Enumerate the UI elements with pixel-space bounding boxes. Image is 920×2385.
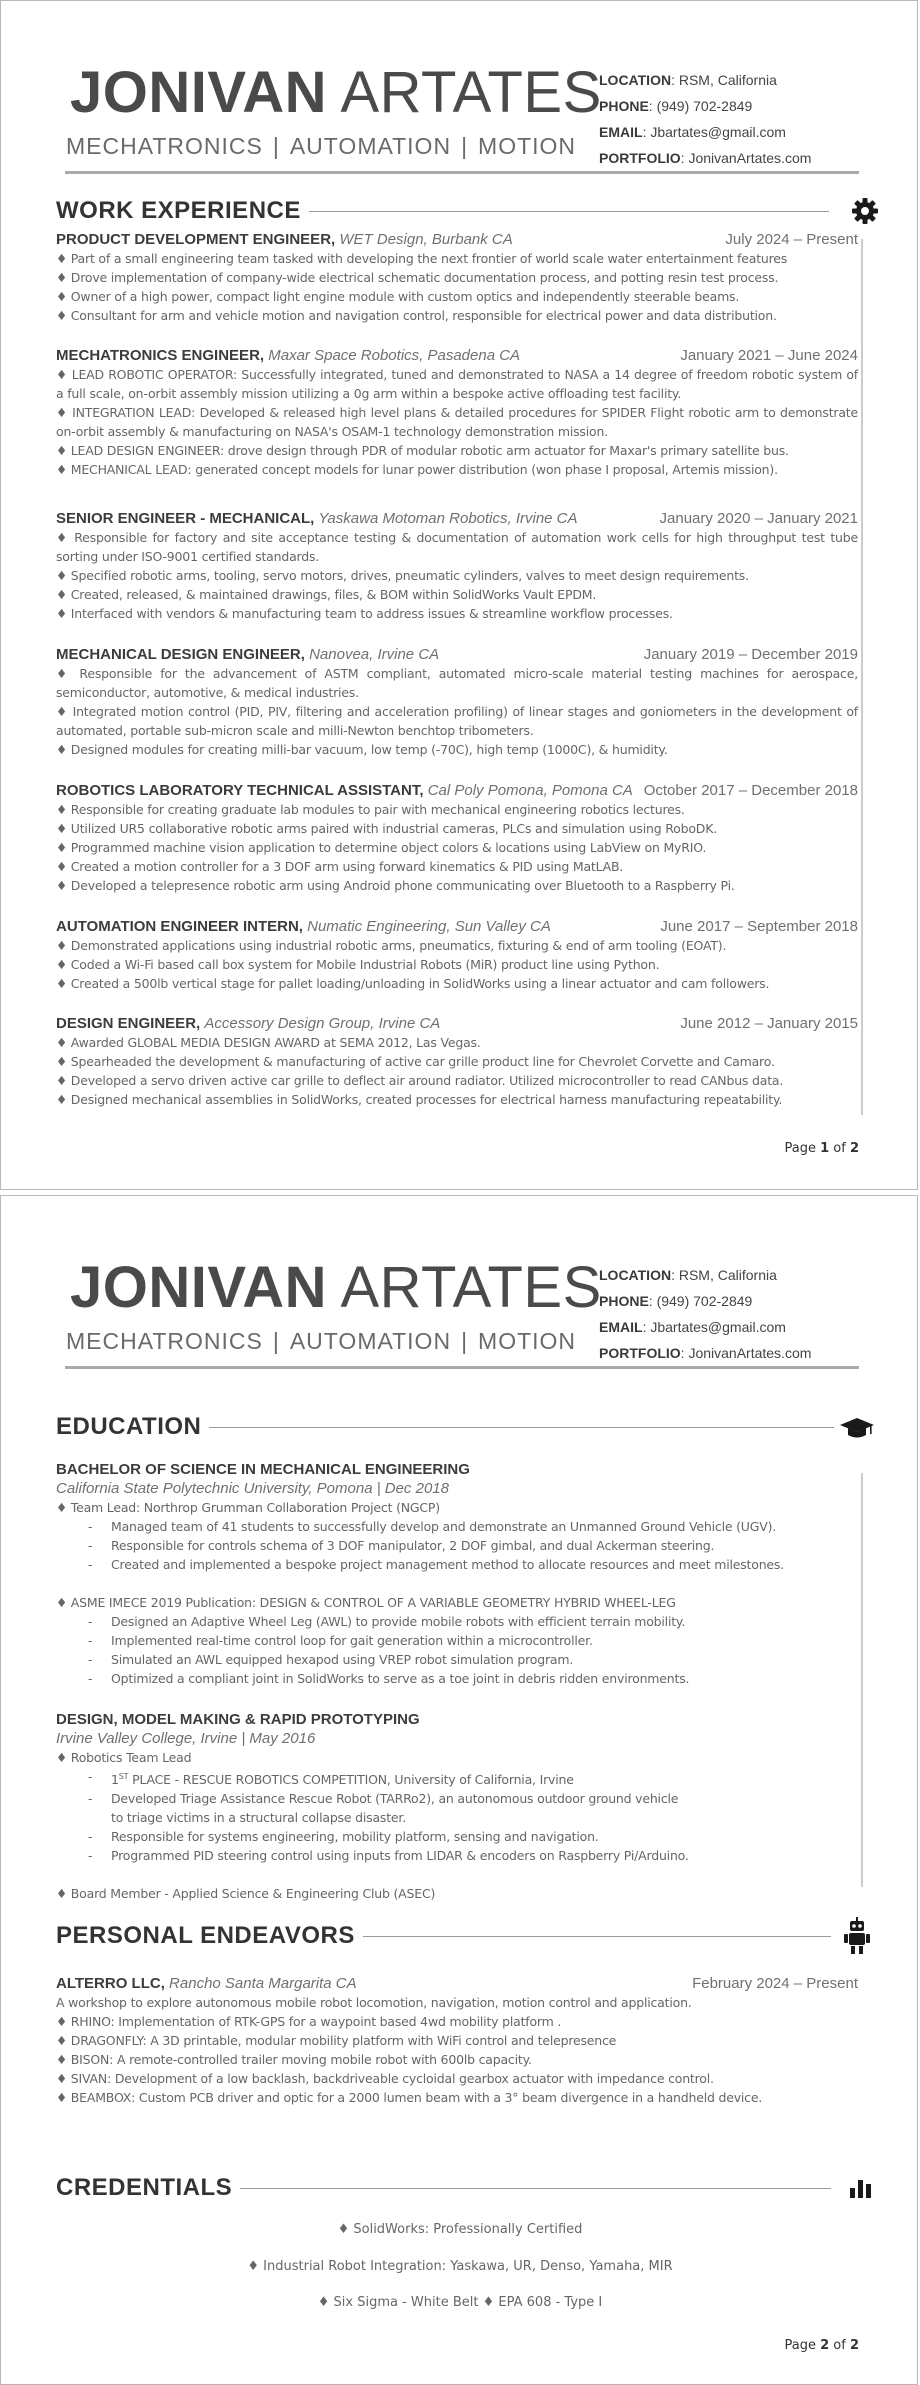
tag-separator: | (461, 1328, 469, 1354)
location-label: LOCATION (599, 72, 672, 88)
location-value: : RSM, California (671, 1267, 777, 1283)
job-company: Yaskawa Motoman Robotics, Irvine CA (318, 510, 578, 527)
job-company: Accessory Design Group, Irvine CA (204, 1015, 441, 1032)
job-bullet: ♦ Consultant for arm and vehicle motion and navigation control, responsible for electrical power and data distribution. (56, 308, 777, 323)
section-divider (291, 211, 829, 212)
edu-sub-item: - 1ST PLACE - RESCUE ROBOTICS COMPETITION, University of California, Irvine (56, 1767, 858, 1789)
name-heading (70, 60, 602, 125)
resume-page-2 (0, 1195, 918, 2385)
job-entry (56, 917, 858, 993)
credential-item: ♦ Six Sigma - White Belt ♦ EPA 608 - Type I (317, 2295, 603, 2310)
email-link[interactable]: : Jbartates@gmail.com (642, 1319, 786, 1335)
bar-chart-icon (849, 2174, 873, 2198)
job-bullet: ♦ Interfaced with vendors & manufacturing team to address issues & streamline workflow processes. (56, 606, 673, 621)
portfolio-label: PORTFOLIO (599, 150, 681, 166)
job-entry (56, 645, 858, 759)
section-title-education: EDUCATION (56, 1413, 209, 1441)
graduation-cap-icon (839, 1412, 875, 1442)
contact-block (599, 67, 811, 171)
tag-motion: MOTION (478, 1328, 577, 1354)
job-bullet: ♦ Owner of a high power, compact light engine module with custom optics and independently steerable beams. (56, 289, 740, 304)
resume-page-1 (0, 0, 918, 1190)
header-divider (65, 1366, 859, 1369)
portfolio-link[interactable]: : JonivanArtates.com (680, 1345, 812, 1361)
location-label: LOCATION (599, 1267, 672, 1283)
email-label: EMAIL (599, 1319, 643, 1335)
robot-icon (843, 1917, 871, 1955)
section-divider (206, 1427, 834, 1428)
job-title: MECHANICAL DESIGN ENGINEER, (56, 646, 305, 663)
job-company: Cal Poly Pomona, Pomona CA (427, 782, 633, 799)
edu-sub-item: - Responsible for controls schema of 3 DOF manipulator, 2 DOF gimbal, and dual Ackerman steering. (56, 1536, 858, 1555)
section-title-credentials: CREDENTIALS (56, 2174, 240, 2202)
job-date: October 2017 – December 2018 (643, 782, 858, 799)
name-heading (70, 1255, 602, 1320)
degree-title: BACHELOR OF SCIENCE IN MECHANICAL ENGINEERING (56, 1461, 470, 1478)
school-name: California State Polytechnic University, Pomona | Dec 2018 (56, 1480, 449, 1497)
tagline (66, 1328, 576, 1355)
tag-separator: | (272, 133, 280, 159)
endeavor-bullet: ♦ SIVAN: Development of a low backlash, backdriveable cycloidal gearbox actuator with impedance control. (56, 2071, 714, 2086)
job-bullet: ♦ Developed a servo driven active car grille to deflect air around radiator. Utilized microcontroller to read CANbus data. (56, 1073, 784, 1088)
edu-sub-item: - Responsible for systems engineering, mobility platform, sensing and navigation. (56, 1827, 858, 1846)
job-date: June 2017 – September 2018 (660, 918, 858, 935)
contact-block (599, 1262, 811, 1366)
job-date: January 2020 – January 2021 (659, 510, 858, 527)
endeavor-date: February 2024 – Present (692, 1975, 858, 1992)
section-side-rule (861, 239, 863, 1115)
job-date: June 2012 – January 2015 (680, 1015, 858, 1032)
first-name: JONIVAN (70, 60, 328, 125)
job-bullet: ♦ Responsible for creating graduate lab modules to pair with mechanical engineering robotics lectures. (56, 802, 685, 817)
edu-bullet: ♦ Robotics Team Lead (56, 1750, 192, 1765)
tag-motion: MOTION (478, 133, 577, 159)
job-bullet: ♦ MECHANICAL LEAD: generated concept models for lunar power distribution (won phase I proposal, Artemis mission). (56, 462, 778, 477)
edu-sub-item: - Created and implemented a bespoke project management method to allocate resources and meet milestones. (56, 1555, 858, 1574)
edu-sub-item: - Optimized a compliant joint in SolidWorks to serve as a toe joint in debris ridden environments. (56, 1669, 858, 1688)
job-bullet: ♦ LEAD DESIGN ENGINEER: drove design through PDR of modular robotic arm actuator for Maxar's primary satellite bus. (56, 443, 789, 458)
location-value: : RSM, California (671, 72, 777, 88)
edu-bullet: ♦ ASME IMECE 2019 Publication: DESIGN & CONTROL OF A VARIABLE GEOMETRY HYBRID WHEEL-LEG (56, 1595, 676, 1610)
job-bullet: ♦ Responsible for factory and site acceptance testing & documentation of automation work cells for high throughput test tube sorting under ISO-9001 certified standards. (56, 530, 858, 564)
gear-icon (850, 196, 880, 226)
tag-separator: | (461, 133, 469, 159)
section-title-personal-endeavors: PERSONAL ENDEAVORS (56, 1922, 363, 1950)
job-bullet: ♦ Spearheaded the development & manufacturing of active car grille product line for Chevrolet Corvette and Camaro. (56, 1054, 775, 1069)
school-name: Irvine Valley College, Irvine | May 2016 (56, 1730, 316, 1747)
education-block (56, 1460, 858, 1688)
last-name: ARTATES (340, 60, 602, 125)
job-title: ROBOTICS LABORATORY TECHNICAL ASSISTANT, (56, 782, 424, 799)
section-title-work-experience: WORK EXPERIENCE (56, 197, 309, 225)
edu-sub-item: - Developed Triage Assistance Rescue Robot (TARRo2), an autonomous outdoor ground vehicle (56, 1789, 858, 1808)
job-title: PRODUCT DEVELOPMENT ENGINEER, (56, 231, 336, 248)
job-bullet: ♦ Drove implementation of company-wide electrical schematic documentation process, and potting resin test process. (56, 270, 779, 285)
job-company: Nanovea, Irvine CA (309, 646, 440, 663)
job-bullet: ♦ Programmed machine vision application to determine object colors & locations using LabView on MyRIO. (56, 840, 707, 855)
phone-value[interactable]: : (949) 702-2849 (648, 98, 753, 114)
job-title: DESIGN ENGINEER, (56, 1015, 201, 1032)
section-side-rule (861, 1473, 863, 1887)
job-company: Numatic Engineering, Sun Valley CA (307, 918, 551, 935)
job-entry (56, 346, 858, 479)
job-bullet: ♦ Responsible for the advancement of ASTM compliant, automated micro-scale material testing machines for aerospace, semiconductor, automotive, & medical industries. (56, 666, 858, 700)
section-divider (351, 1936, 831, 1937)
job-date: January 2019 – December 2019 (643, 646, 858, 663)
job-date: July 2024 – Present (725, 231, 858, 248)
page-number: Page 1 of 2 (784, 1141, 859, 1156)
email-label: EMAIL (599, 124, 643, 140)
job-bullet: ♦ Created a motion controller for a 3 DOF arm using forward kinematics & PID using MatLAB. (56, 859, 624, 874)
endeavor-bullet: ♦ DRAGONFLY: A 3D printable, modular mobility platform with WiFi control and telepresence (56, 2033, 617, 2048)
job-bullet: ♦ INTEGRATION LEAD: Developed & released high level plans & detailed procedures for SPIDER Flight robotic arm to demonstrate on-orbit assembly & manufacturing on NASA's OSAM-1 technology demonstration mission. (56, 405, 858, 439)
endeavor-org: ALTERRO LLC, (56, 1975, 165, 1992)
job-title: SENIOR ENGINEER - MECHANICAL, (56, 510, 315, 527)
portfolio-link[interactable]: : JonivanArtates.com (680, 150, 812, 166)
header-divider (65, 171, 859, 174)
job-title: AUTOMATION ENGINEER INTERN, (56, 918, 303, 935)
edu-sub-item-continued: to triage victims in a structural collapse disaster. (111, 1810, 406, 1826)
credential-item: ♦ Industrial Robot Integration: Yaskawa, UR, Denso, Yamaha, MIR (247, 2259, 673, 2274)
job-date: January 2021 – June 2024 (680, 347, 858, 364)
job-company: Maxar Space Robotics, Pasadena CA (268, 347, 521, 364)
job-bullet: ♦ Designed mechanical assemblies in SolidWorks, created processes for electrical harness manufacturing repeatability. (56, 1092, 783, 1107)
job-bullet: ♦ Created, released, & maintained drawings, files, & BOM within SolidWorks Vault EPDM. (56, 587, 597, 602)
job-entry (56, 509, 858, 623)
degree-title: DESIGN, MODEL MAKING & RAPID PROTOTYPING (56, 1711, 420, 1728)
edu-sub-item: - Implemented real-time control loop for gait generation within a microcontroller. (56, 1631, 858, 1650)
job-bullet: ♦ Integrated motion control (PID, PIV, filtering and acceleration profiling) of linear stages and goniometers in the development of automated, portable sub-micron scale and milli-Newton benchtop tribometers. (56, 704, 858, 738)
endeavor-description: A workshop to explore autonomous mobile robot locomotion, navigation, motion control and application. (56, 1995, 692, 2010)
phone-value[interactable]: : (949) 702-2849 (648, 1293, 753, 1309)
job-company: WET Design, Burbank CA (339, 231, 513, 248)
endeavor-location: Rancho Santa Margarita CA (169, 1975, 357, 1992)
tagline (66, 133, 576, 160)
first-name: JONIVAN (70, 1255, 328, 1320)
job-bullet: ♦ Coded a Wi-Fi based call box system for Mobile Industrial Robots (MiR) product line using Python. (56, 957, 660, 972)
job-bullet: ♦ Utilized UR5 collaborative robotic arms paired with industrial cameras, PLCs and simulation using RoboDK. (56, 821, 717, 836)
tag-mechatronics: MECHATRONICS (66, 133, 263, 159)
phone-label: PHONE (599, 98, 649, 114)
edu-sub-item: - Simulated an AWL equipped hexapod using VREP robot simulation program. (56, 1650, 858, 1669)
endeavor-entry (56, 1974, 858, 2107)
job-bullet: ♦ Designed modules for creating milli-bar vacuum, low temp (-70C), high temp (1000C), & humidity. (56, 742, 668, 757)
endeavor-bullet: ♦ RHINO: Implementation of RTK-GPS for a waypoint based 4wd mobility platform . (56, 2014, 562, 2029)
email-link[interactable]: : Jbartates@gmail.com (642, 124, 786, 140)
job-bullet: ♦ Demonstrated applications using industrial robotic arms, pneumatics, fixturing & end of arm tooling (EOAT). (56, 938, 727, 953)
endeavor-bullet: ♦ BISON: A remote-controlled trailer moving mobile robot with 600lb capacity. (56, 2052, 532, 2067)
endeavor-bullet: ♦ BEAMBOX: Custom PCB driver and optic for a 2000 lumen beam with a 3° beam divergence in a handheld device. (56, 2090, 763, 2105)
edu-bullet: ♦ Board Member - Applied Science & Engineering Club (ASEC) (56, 1886, 436, 1902)
section-divider (236, 2188, 831, 2189)
portfolio-label: PORTFOLIO (599, 1345, 681, 1361)
education-block (56, 1710, 858, 1903)
tag-mechatronics: MECHATRONICS (66, 1328, 263, 1354)
edu-sub-item: - Designed an Adaptive Wheel Leg (AWL) to provide mobile robots with efficient terrain mobility. (56, 1612, 858, 1631)
tag-separator: | (272, 1328, 280, 1354)
edu-bullet: ♦ Team Lead: Northrop Grumman Collaboration Project (NGCP) (56, 1500, 440, 1515)
job-bullet: ♦ Developed a telepresence robotic arm using Android phone communicating over Bluetooth to a Raspberry Pi. (56, 878, 735, 893)
job-bullet: ♦ LEAD ROBOTIC OPERATOR: Successfully integrated, tuned and demonstrated to NASA a 14 degree of freedom robotic system of a full scale, on-orbit assembly mission utilizing a 0g arm within a bespoke active offloading test facility. (56, 367, 858, 401)
job-bullet: ♦ Created a 500lb vertical stage for pallet loading/unloading in SolidWorks using a linear actuator and cam followers. (56, 976, 770, 991)
job-bullet: ♦ Part of a small engineering team tasked with developing the next frontier of world scale water entertainment features (56, 251, 788, 266)
job-bullet: ♦ Awarded GLOBAL MEDIA DESIGN AWARD at SEMA 2012, Las Vegas. (56, 1035, 481, 1050)
edu-sub-item: - Programmed PID steering control using inputs from LIDAR & encoders on Raspberry Pi/Arduino. (56, 1846, 858, 1865)
edu-sub-item: - Managed team of 41 students to successfully develop and demonstrate an Unmanned Ground Vehicle (UGV). (56, 1517, 858, 1536)
tag-automation: AUTOMATION (289, 1328, 452, 1354)
job-entry (56, 1014, 858, 1109)
tag-automation: AUTOMATION (289, 133, 452, 159)
phone-label: PHONE (599, 1293, 649, 1309)
job-entry (56, 781, 858, 895)
page-number: Page 2 of 2 (784, 2338, 859, 2353)
credential-item: ♦ SolidWorks: Professionally Certified (337, 2222, 583, 2237)
last-name: ARTATES (340, 1255, 602, 1320)
job-entry (56, 230, 858, 325)
job-title: MECHATRONICS ENGINEER, (56, 347, 265, 364)
job-bullet: ♦ Specified robotic arms, tooling, servo motors, drives, pneumatic cylinders, valves to meet design requirements. (56, 568, 749, 583)
